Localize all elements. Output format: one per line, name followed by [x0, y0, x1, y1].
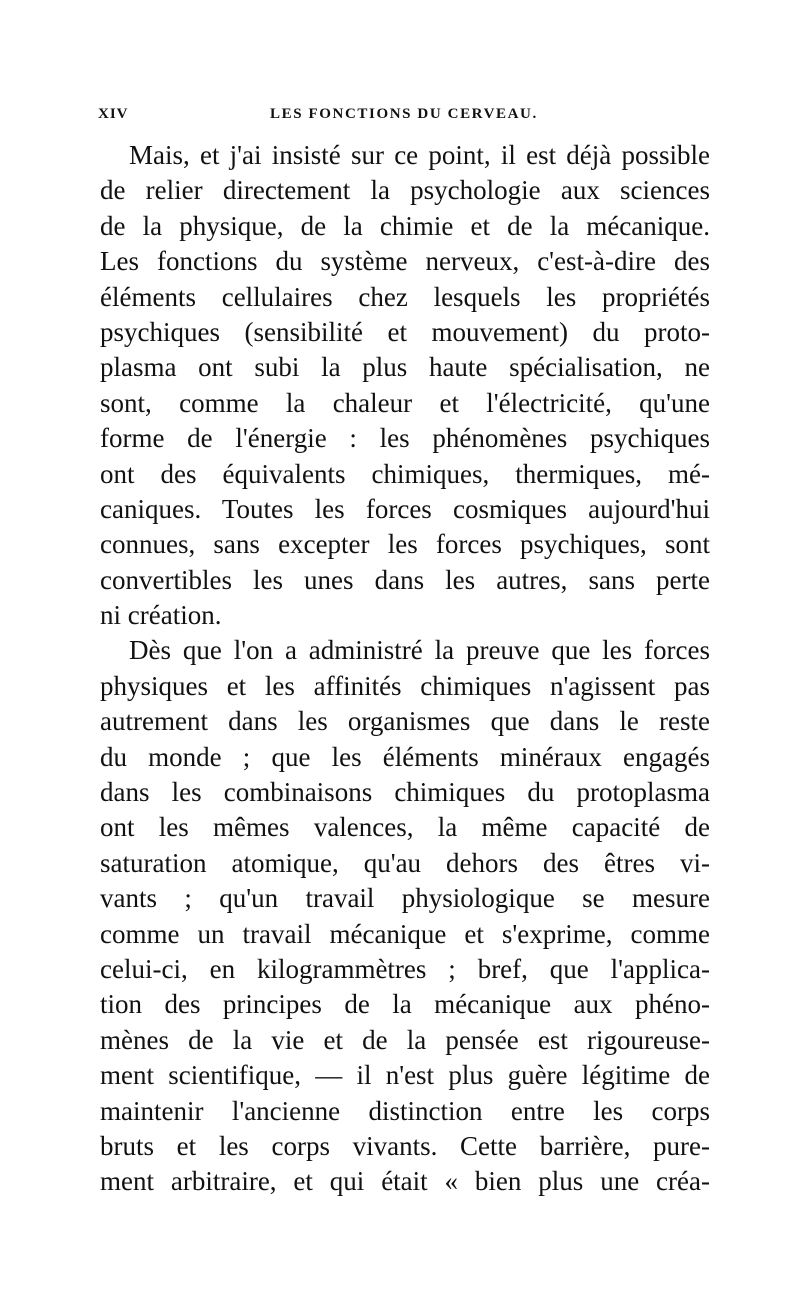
page-number: XIV [98, 106, 129, 122]
text-line: de la physique, de la chimie et de la mécanique. [100, 210, 710, 241]
text-line: ont les mêmes valences, la même capacité de [100, 812, 710, 843]
text-line: mènes de la vie et de la pensée est rigoureuse- [100, 1024, 710, 1055]
text-line: psychiques (sensibilité et mouvement) du proto- [100, 316, 710, 347]
text-line: tion des principes de la mécanique aux phéno- [100, 989, 710, 1020]
text-line: bruts et les corps vivants. Cette barrière, pure- [100, 1130, 710, 1161]
text-line: vants ; qu'un travail physiologique se mesure [100, 883, 710, 914]
text-line: du monde ; que les éléments minéraux engagés [100, 741, 710, 772]
text-line: Les fonctions du système nerveux, c'est-à-dire des [100, 246, 710, 277]
text-line: dans les combinaisons chimiques du protoplasma [100, 777, 710, 808]
text-line: connues, sans excepter les forces psychiques, sont [100, 529, 710, 560]
running-title: LES FONCTIONS DU CERVEAU. [270, 106, 538, 122]
text-line: Dès que l'on a administré la preuve que les forces [129, 635, 710, 666]
paragraph-1 [100, 138, 710, 633]
text-line: ni création. [100, 600, 222, 631]
text-line: maintenir l'ancienne distinction entre les corps [100, 1095, 710, 1126]
text-line: forme de l'énergie : les phénomènes psychiques [100, 423, 710, 454]
text-line: physiques et les affinités chimiques n'agissent pas [100, 670, 710, 701]
text-line: ment arbitraire, et qui était « bien plus une créa- [100, 1166, 710, 1197]
text-line: éléments cellulaires chez lesquels les propriétés [100, 281, 710, 312]
text-line: Mais, et j'ai insisté sur ce point, il est déjà possible [129, 140, 710, 170]
text-line: caniques. Toutes les forces cosmiques aujourd'hui [100, 493, 710, 524]
text-line: comme un travail mécanique et s'exprime, comme [100, 918, 710, 949]
paragraph-2 [100, 633, 710, 1199]
text-line: ment scientifique, — il n'est plus guère légitime de [100, 1060, 710, 1091]
text-line: celui-ci, en kilogrammètres ; bref, que l'applica- [100, 953, 710, 984]
text-line: convertibles les unes dans les autres, sans perte [100, 564, 710, 595]
text-line: plasma ont subi la plus haute spécialisation, ne [100, 352, 710, 383]
text-line: sont, comme la chaleur et l'électricité, qu'une [100, 387, 710, 418]
text-line: de relier directement la psychologie aux sciences [100, 175, 710, 206]
running-header [98, 106, 708, 130]
text-line: saturation atomique, qu'au dehors des êtres vi- [100, 847, 710, 878]
text-line: autrement dans les organismes que dans le reste [100, 706, 710, 737]
body-text [100, 138, 710, 1200]
text-line: ont des équivalents chimiques, thermiques, mé- [100, 458, 710, 489]
